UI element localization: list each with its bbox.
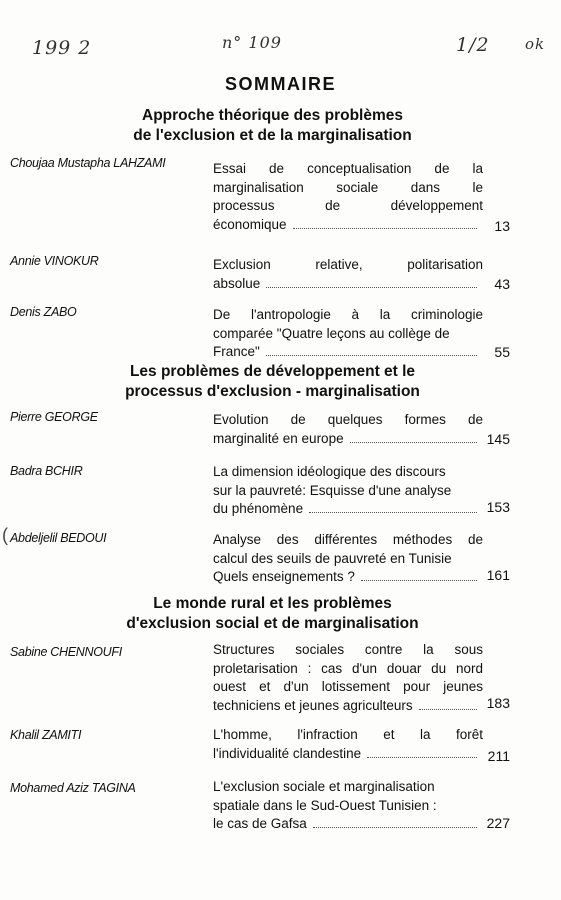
handwritten-page-count: 1/2: [456, 34, 490, 56]
entry-author: Pierre GEORGE: [10, 410, 98, 424]
leader-dots: [266, 287, 477, 288]
leader-dots: [361, 580, 477, 581]
section-heading-line: processus d'exclusion - marginalisation: [125, 383, 420, 400]
entry-author: Denis ZABO: [10, 305, 77, 319]
entry-title-last-line: [213, 697, 483, 716]
entry-author: Annie VINOKUR: [10, 254, 99, 268]
entry-title-line: Analyse des différentes méthodes de: [213, 532, 483, 547]
leader-dots: [266, 355, 477, 356]
page-title: SOMMAIRE: [225, 74, 336, 94]
entry-title-line: proletarisation : cas d'un douar du nord: [213, 660, 483, 676]
entry-title-line: L'homme, l'infraction et la forêt: [213, 727, 483, 742]
entry-title-line: marginalisation sociale dans le: [213, 179, 483, 195]
entry-title-line: spatiale dans le Sud-Ouest Tunisien :: [213, 797, 437, 813]
handwritten-year: 199 2: [32, 37, 92, 59]
leader-dots: [419, 709, 477, 710]
entry-title-line: ouest et d'un lotissement pour jeunes: [213, 679, 483, 694]
entry-page-number: 55: [494, 344, 510, 360]
entry-title-text: le cas de Gafsa: [213, 816, 307, 831]
entry-title-line: comparée "Quatre leçons au collège de: [213, 325, 450, 341]
entry-author: Choujaa Mustapha LAHZAMI: [10, 156, 166, 170]
entry-title-text: Quels enseignements ?: [213, 569, 355, 584]
section-heading-line: de l'exclusion et de la marginalisation: [133, 127, 412, 144]
entry-title-line: L'exclusion sociale et marginalisation: [213, 779, 435, 794]
entry-title-last-line: [213, 430, 483, 449]
entry-title: [213, 411, 483, 448]
entry-title-line: Evolution de quelques formes de: [213, 412, 483, 427]
entry-page-number: 227: [486, 815, 510, 831]
entry-title-line: processus de développement: [213, 198, 483, 213]
entry-title-line: sur la pauvreté: Esquisse d'une analyse: [213, 482, 452, 498]
section-heading-line: Les problèmes de développement et le: [129, 363, 416, 380]
section-heading-line: d'exclusion social et de marginalisation: [126, 615, 419, 632]
entry-page-number: 145: [486, 431, 510, 447]
entry-page-number: 211: [487, 748, 510, 764]
entry-author: Mohamed Aziz TAGINA: [10, 781, 136, 795]
entry-title-last-line: [213, 275, 483, 294]
entry-author: Abdeljelil BEDOUI: [10, 531, 107, 545]
entry-title-last-line: [213, 568, 483, 587]
entry-author: Khalil ZAMITI: [10, 728, 82, 742]
entry-title-text: France": [213, 344, 260, 359]
entry-title-last-line: [213, 745, 483, 764]
entry-author: Badra BCHIR: [10, 464, 83, 478]
section-heading-line: Le monde rural et les problèmes: [153, 595, 392, 612]
entry-title-text: économique: [213, 216, 287, 232]
section-heading: [60, 362, 485, 402]
leader-dots: [313, 827, 477, 828]
entry-page-number: 161: [486, 567, 510, 583]
entry-title: [213, 463, 483, 519]
handwritten-tag: ok: [525, 35, 546, 53]
entry-author: Sabine CHENNOUFI: [10, 645, 122, 659]
entry-page-number: 13: [494, 218, 510, 234]
entry-title: [213, 531, 483, 587]
entry-title-line: Structures sociales contre la sous: [213, 642, 483, 657]
entry-title-line: Essai de conceptualisation de la: [213, 161, 483, 176]
section-heading-line: Approche théorique des problèmes: [142, 107, 403, 124]
entry-page-number: 183: [486, 695, 510, 711]
entry-title-text: du phénomène: [213, 501, 304, 516]
entry-page-number: 43: [494, 276, 510, 292]
leader-dots: [367, 757, 477, 758]
entry-title-text: marginalité en europe: [213, 430, 344, 446]
entry-title-last-line: [213, 343, 483, 362]
entry-title: [213, 641, 483, 715]
entry-title-line: calcul des seuils de pauvreté en Tunisie: [213, 550, 452, 566]
entry-title: [213, 778, 483, 834]
entry-title-last-line: [213, 216, 483, 235]
entry-title-text: techniciens et jeunes agriculteurs: [213, 697, 413, 713]
entry-title-line: Exclusion relative, politarisation: [213, 257, 483, 272]
section-heading: [60, 106, 485, 146]
section-heading: [60, 594, 485, 634]
leader-dots: [350, 442, 477, 443]
entry-title-line: La dimension idéologique des discours: [213, 464, 446, 479]
entry-title: [213, 726, 483, 763]
entry-title-last-line: [213, 815, 483, 834]
leader-dots: [293, 228, 477, 229]
entry-title-last-line: [213, 500, 483, 519]
entry-page-number: 153: [486, 499, 510, 515]
entry-title: [213, 160, 483, 234]
entry-title-line: De l'antropologie à la criminologie: [213, 307, 483, 322]
entry-title-text: l'individualité clandestine: [213, 745, 362, 761]
leader-dots: [309, 512, 477, 513]
entry-title: [213, 256, 483, 293]
entry-title-text: absolue: [213, 275, 261, 291]
handwritten-mark: (: [2, 525, 8, 545]
entry-title: [213, 306, 483, 362]
handwritten-issue-number: n° 109: [222, 33, 282, 52]
